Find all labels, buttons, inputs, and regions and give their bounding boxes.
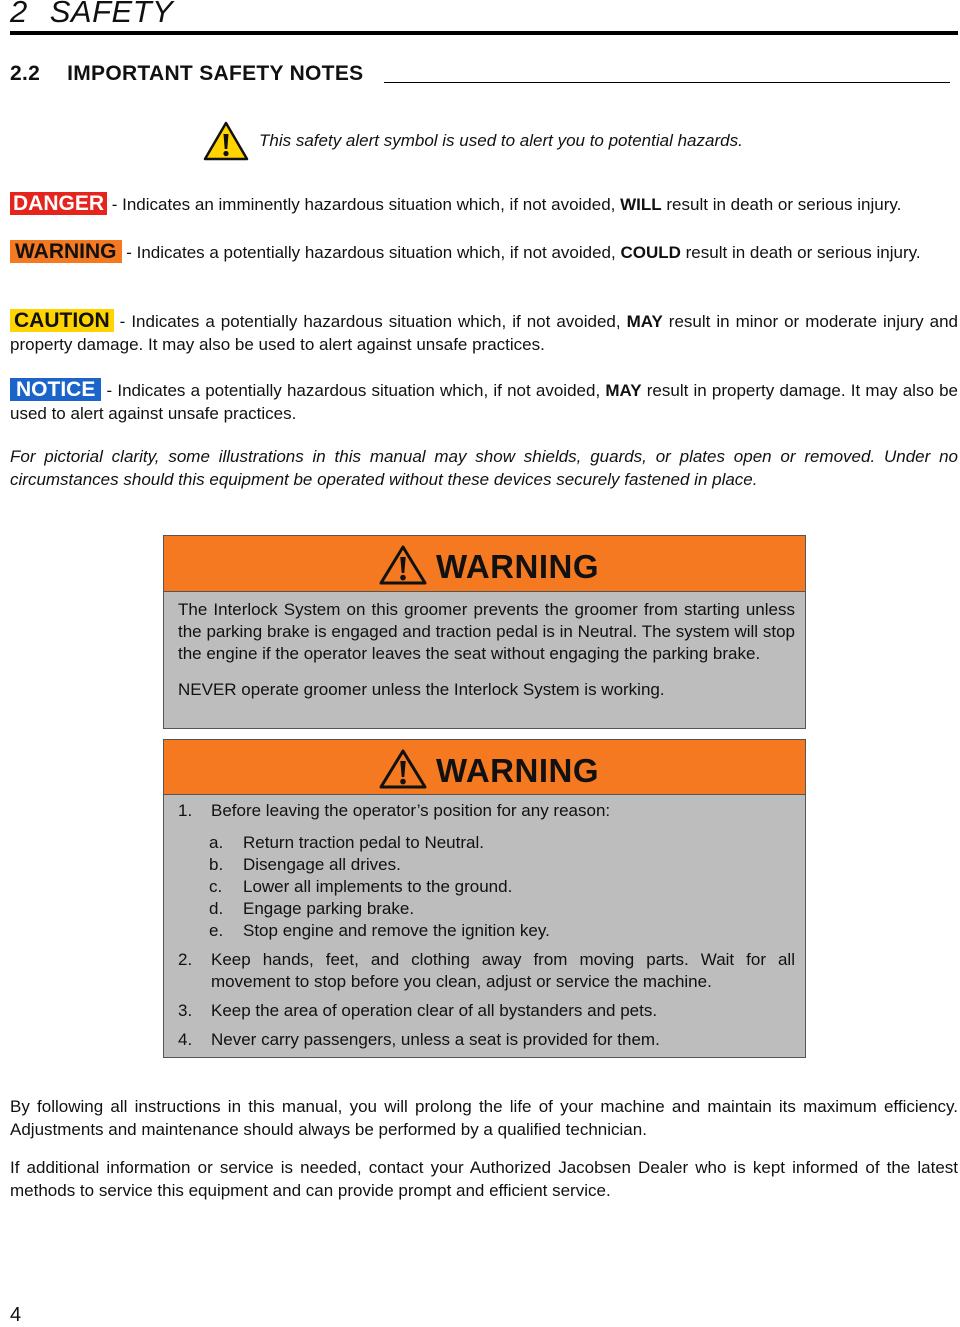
notice-definition xyxy=(10,378,958,425)
danger-text-end: result in death or serious injury. xyxy=(661,195,902,214)
list-text: Keep hands, feet, and clothing away from moving parts. Wait for all movement to stop before you clean, adjust or service the machine. xyxy=(211,950,795,991)
warning-triangle-icon xyxy=(379,545,427,585)
warning-title: WARNING xyxy=(436,752,599,789)
list-number: 4. xyxy=(178,1030,193,1049)
caution-text-end: result in minor or moderate injury and property damage. It may also be used to alert against unsafe practices. xyxy=(10,312,958,354)
list-number: 1. xyxy=(178,801,193,820)
list-item xyxy=(178,800,795,822)
sub-list-item xyxy=(178,832,795,854)
warning-triangle-icon xyxy=(379,749,427,789)
list-item xyxy=(178,949,795,993)
list-item xyxy=(178,1000,795,1022)
danger-emphasis: WILL xyxy=(620,195,662,214)
sub-list-letter: e. xyxy=(209,921,224,940)
sub-list-letter: d. xyxy=(209,899,224,918)
list-number: 3. xyxy=(178,1001,193,1020)
chapter-number: 2 xyxy=(10,0,28,29)
dealer-paragraph: If additional information or service is needed, contact your Authorized Jacobsen Dealer who is kept informed of the latest methods to service this equipment and can provide prompt and efficient service. xyxy=(10,1158,958,1200)
sub-list-item xyxy=(178,876,795,898)
sub-list-item xyxy=(178,920,795,942)
sub-list-text: Stop engine and remove the ignition key. xyxy=(243,921,550,940)
sub-list-text: Engage parking brake. xyxy=(243,899,415,918)
notice-emphasis: MAY xyxy=(605,381,642,400)
sub-list-letter: c. xyxy=(209,877,223,896)
caution-text: - Indicates a potentially hazardous situation which, if not avoided, xyxy=(113,312,627,331)
section-rule xyxy=(384,82,950,83)
warning-header xyxy=(164,536,805,592)
warning-title: WARNING xyxy=(436,548,599,585)
sub-list-text: Lower all implements to the ground. xyxy=(243,877,513,896)
warning-text: - Indicates a potentially hazardous situation which, if not avoided, xyxy=(121,243,621,262)
sub-list-letter: b. xyxy=(209,855,224,874)
chapter-rule xyxy=(10,31,958,35)
chapter-heading xyxy=(10,0,173,30)
sub-list-item xyxy=(178,898,795,920)
alert-symbol-text: This safety alert symbol is used to alert you to potential hazards. xyxy=(259,131,743,150)
interlock-description: The Interlock System on this groomer prevents the groomer from starting unless the parking brake is engaged and traction pedal is in Neutral. The system will stop the engine if the operator leaves the seat without engaging the parking brake. xyxy=(178,600,795,663)
sub-list-text: Return traction pedal to Neutral. xyxy=(243,833,484,852)
operation-warning-box xyxy=(163,739,806,1058)
danger-label: DANGER xyxy=(10,192,107,215)
list-text: Before leaving the operator’s position for any reason: xyxy=(211,801,611,820)
warning-emphasis: COULD xyxy=(620,243,681,262)
caution-label: CAUTION xyxy=(10,309,114,332)
warning-label: WARNING xyxy=(10,240,122,263)
list-item xyxy=(178,1029,795,1051)
notice-text: - Indicates a potentially hazardous situation which, if not avoided, xyxy=(101,381,606,400)
notice-text-end: result in property damage. It may also be used to alert against unsafe practices. xyxy=(10,381,958,423)
sub-list-letter: a. xyxy=(209,833,224,852)
section-heading xyxy=(10,62,363,86)
sub-list-item xyxy=(178,854,795,876)
chapter-title: SAFETY xyxy=(49,0,174,29)
pictorial-clarity-note: For pictorial clarity, some illustrations in this manual may show shields, guards, or plates open or removed. Under no circumstances should this equipment be operated without these devices securely fastened in place. xyxy=(10,447,958,489)
danger-definition xyxy=(10,192,958,216)
warning-header xyxy=(164,740,805,795)
danger-text: - Indicates an imminently hazardous situation which, if not avoided, xyxy=(107,195,621,214)
warning-triangle-icon xyxy=(203,121,249,161)
warning-text-end: result in death or serious injury. xyxy=(680,243,921,262)
sub-list-text: Disengage all drives. xyxy=(243,855,401,874)
maintenance-paragraph: By following all instructions in this manual, you will prolong the life of your machine and maintain its maximum efficiency. Adjustments and maintenance should always be performed by a qualified technician. xyxy=(10,1097,958,1139)
page-number: 4 xyxy=(10,1304,22,1326)
caution-emphasis: MAY xyxy=(626,312,663,331)
caution-definition xyxy=(10,309,958,356)
list-text: Never carry passengers, unless a seat is provided for them. xyxy=(211,1030,660,1049)
section-number: 2.2 xyxy=(10,62,41,85)
list-number: 2. xyxy=(178,950,193,969)
interlock-warning-box xyxy=(163,535,806,729)
list-text: Keep the area of operation clear of all bystanders and pets. xyxy=(211,1001,658,1020)
warning-definition xyxy=(10,240,958,264)
section-title: IMPORTANT SAFETY NOTES xyxy=(67,62,364,85)
notice-label: NOTICE xyxy=(10,378,101,401)
interlock-never-operate: NEVER operate groomer unless the Interlock System is working. xyxy=(178,680,665,699)
